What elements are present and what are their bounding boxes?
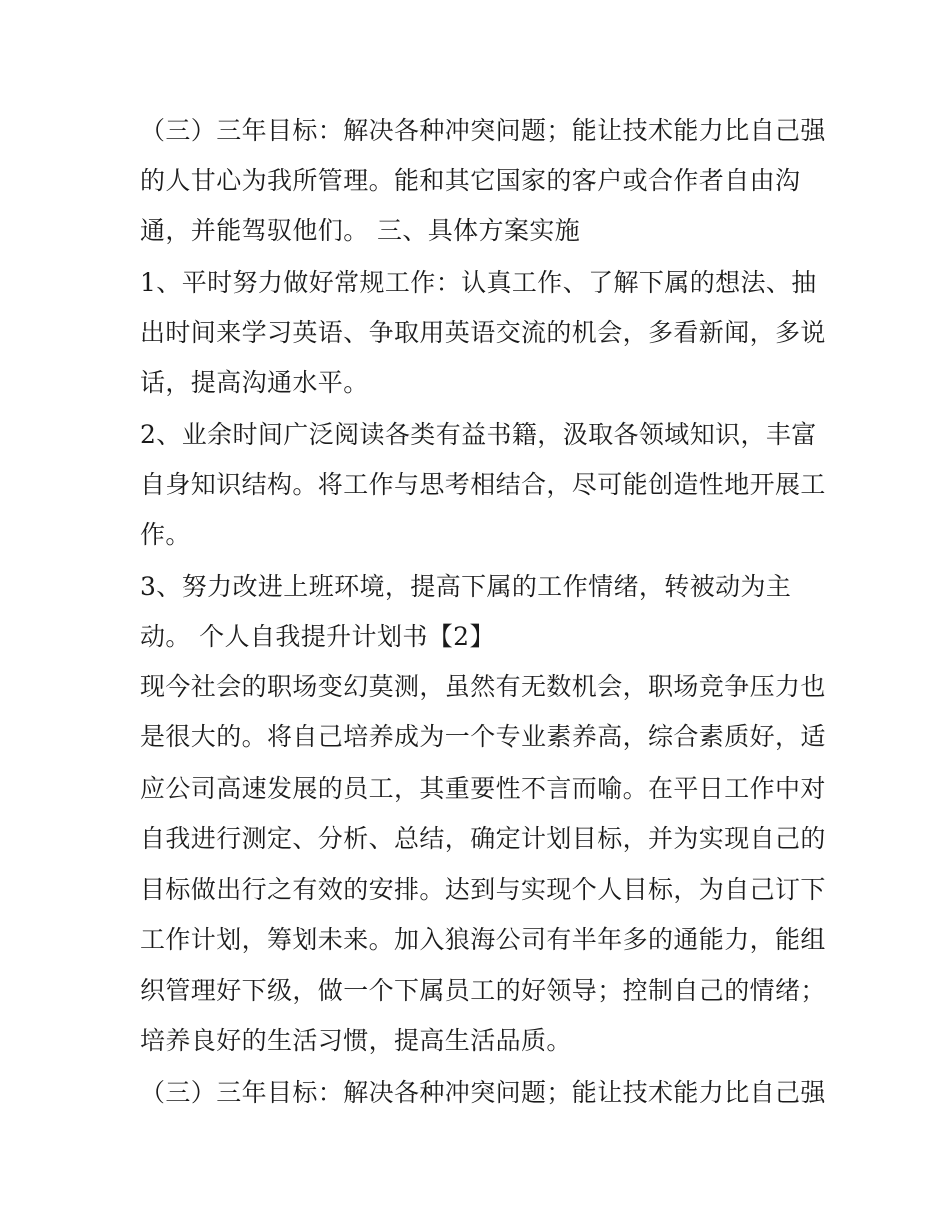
text-line: 工作计划，筹划未来。加入狼海公司有半年多的通能力，能组 xyxy=(140,925,826,954)
text-line: 应公司高速发展的员工，其重要性不言而喻。在平日工作中对 xyxy=(140,774,826,803)
text-line: 出时间来学习英语、争取用英语交流的机会，多看新闻，多说 xyxy=(140,318,826,347)
text-line: 动。 个人自我提升计划书【2】 xyxy=(140,622,495,651)
text-line: （三）三年目标：解决各种冲突问题；能让技术能力比自己强 xyxy=(140,1078,826,1107)
text-line: 自我进行测定、分析、总结，确定计划目标，并为实现自己的 xyxy=(140,824,826,853)
text-line: 3、努力改进上班环境，提高下属的工作情绪，转被动为主 xyxy=(140,572,792,601)
text-line: 织管理好下级，做一个下属员工的好领导；控制自己的情绪； xyxy=(140,976,826,1005)
text-line: 是很大的。将自己培养成为一个专业素养高，综合素质好，适 xyxy=(140,722,826,751)
text-line: 现今社会的职场变幻莫测，虽然有无数机会，职场竞争压力也 xyxy=(140,672,826,701)
text-line: 自身知识结构。将工作与思考相结合，尽可能创造性地开展工 xyxy=(140,470,826,499)
text-line: 的人甘心为我所管理。能和其它国家的客户或合作者自由沟 xyxy=(140,166,801,195)
text-line: 培养良好的生活习惯，提高生活品质。 xyxy=(140,1026,572,1055)
text-line: 2、业余时间广泛阅读各类有益书籍，汲取各领域知识，丰富 xyxy=(140,420,817,449)
text-line: （三）三年目标：解决各种冲突问题；能让技术能力比自己强 xyxy=(140,116,826,145)
text-line: 作。 xyxy=(140,520,191,549)
text-line: 话，提高沟通水平。 xyxy=(140,368,369,397)
text-line: 通，并能驾驭他们。 三、具体方案实施 xyxy=(140,216,581,245)
text-line: 目标做出行之有效的安排。达到与实现个人目标，为自己订下 xyxy=(140,875,826,904)
text-line: 1、平时努力做好常规工作：认真工作、了解下属的想法、抽 xyxy=(140,268,817,297)
